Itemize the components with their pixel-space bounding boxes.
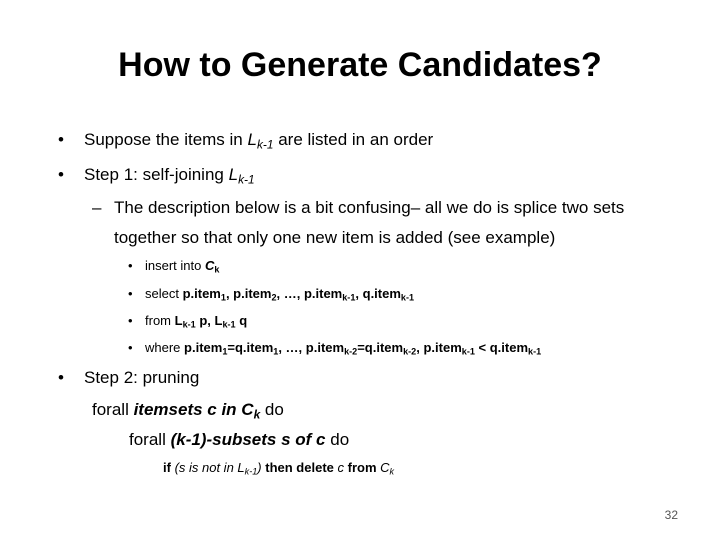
bullet-3 bbox=[58, 368, 200, 388]
page-number: 32 bbox=[664, 508, 678, 522]
sql-line-insert: • insert into $C_k$ bbox=[128, 258, 220, 275]
bullet-1-text: Suppose the items in $L_{k-1}$ are listed in an order bbox=[84, 130, 434, 152]
pruning-line-1: forall itemsets c in $C_k$ do bbox=[92, 400, 284, 422]
bullet-2 bbox=[58, 165, 255, 187]
sub-bullet-line-1: The description below is a bit confusing– all we do is splice two sets bbox=[114, 198, 625, 217]
pruning-line-2: forall (k-1)-subsets s of c do bbox=[129, 430, 350, 449]
bullet-2-text: Step 1: self-joining $L_{k-1}$ bbox=[84, 165, 255, 187]
sub-bullet-line-2: together so that only one new item is added (see example) bbox=[114, 228, 556, 247]
bullet-dot: • bbox=[58, 368, 64, 387]
sql-line-where: • where p.item$_1$=q.item$_1$, …, p.item$_{k-2}$=q.item$_{k-2}$, p.item$_{k-1}$ < q.item$_{k-1}$ bbox=[128, 340, 542, 357]
sub-bullet bbox=[92, 198, 625, 218]
dash-marker: – bbox=[92, 198, 102, 217]
sql-line-select: • select p.item$_1$, p.item$_2$, …, p.item$_{k-1}$, q.item$_{k-1}$ bbox=[128, 286, 415, 303]
bullet-dot: • bbox=[58, 130, 64, 149]
bullet-dot: • bbox=[58, 165, 64, 184]
slide-title: How to Generate Candidates? bbox=[118, 46, 602, 84]
bullet-1 bbox=[58, 130, 434, 152]
sql-line-from: • from $L_{k-1}$ p, $L_{k-1}$ q bbox=[128, 313, 248, 330]
bullet-3-text: Step 2: pruning bbox=[84, 368, 200, 387]
pruning-line-3: if (s is not in $L_{k-1}$) then delete c from $C_k$ bbox=[163, 460, 395, 477]
